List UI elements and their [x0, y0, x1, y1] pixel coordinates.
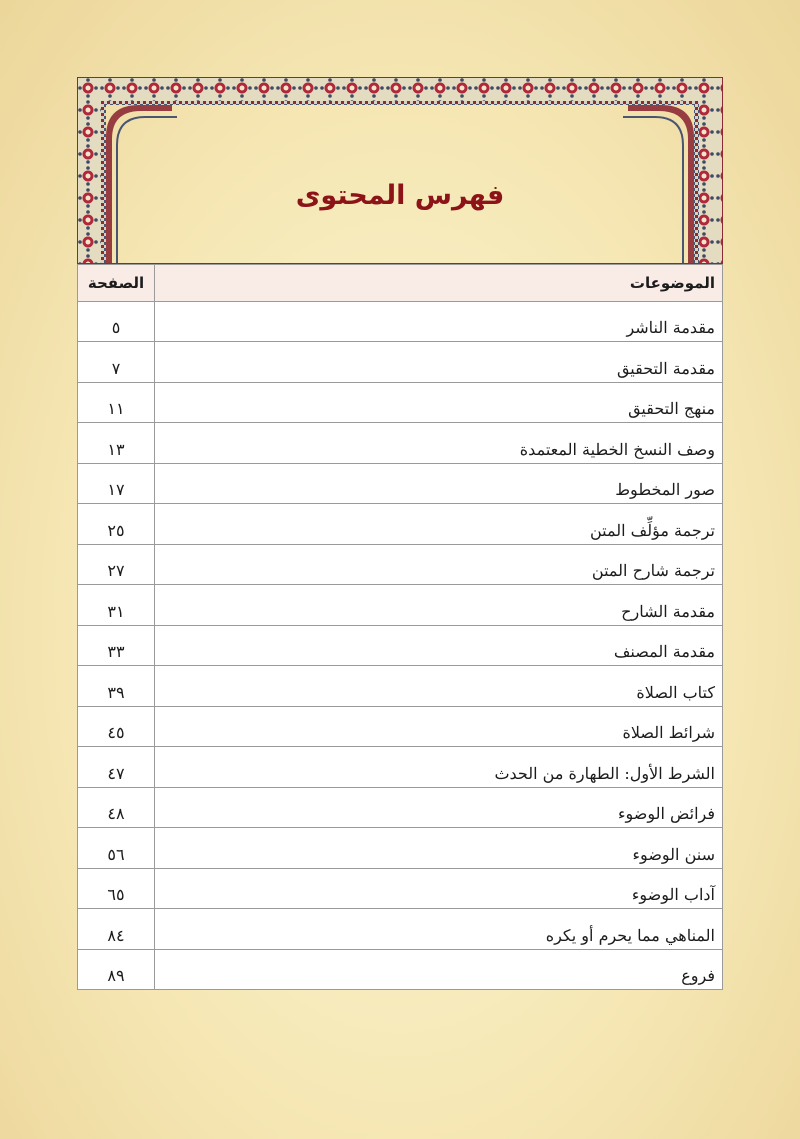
- toc-body: [78, 301, 723, 990]
- table-row: [78, 463, 723, 504]
- table-row: [78, 301, 723, 342]
- table-row: [78, 706, 723, 747]
- toc-entry-topic: الشرط الأول: الطهارة من الحدث: [155, 747, 723, 788]
- page-title: فهرس المحتوى: [295, 180, 505, 211]
- toc-entry-topic: مقدمة التحقيق: [155, 342, 723, 383]
- toc-entry-topic: فرائض الوضوء: [155, 787, 723, 828]
- table-row: [78, 949, 723, 990]
- toc-entry-page: ١٧: [78, 463, 155, 504]
- table-row: [78, 666, 723, 707]
- table-row: [78, 828, 723, 869]
- toc-entry-topic: ترجمة شارح المتن: [155, 544, 723, 585]
- toc-entry-topic: شرائط الصلاة: [155, 706, 723, 747]
- toc-entry-page: ٦٥: [78, 868, 155, 909]
- toc-entry-page: ٤٥: [78, 706, 155, 747]
- toc-entry-page: ٥٦: [78, 828, 155, 869]
- toc-entry-topic: وصف النسخ الخطية المعتمدة: [155, 423, 723, 464]
- table-row: [78, 868, 723, 909]
- toc-entry-topic: مقدمة الناشر: [155, 301, 723, 342]
- toc-entry-page: ١١: [78, 382, 155, 423]
- table-row: [78, 625, 723, 666]
- ornamental-frame: [77, 77, 723, 264]
- toc-entry-page: ٨٤: [78, 909, 155, 950]
- column-header-page: الصفحة: [78, 265, 155, 302]
- toc-entry-topic: ترجمة مؤلِّف المتن: [155, 504, 723, 545]
- table-row: [78, 787, 723, 828]
- table-header-row: [78, 265, 723, 302]
- toc-entry-page: ٤٧: [78, 747, 155, 788]
- toc-entry-page: ٢٥: [78, 504, 155, 545]
- table-row: [78, 504, 723, 545]
- table-row: [78, 544, 723, 585]
- toc-entry-page: ١٣: [78, 423, 155, 464]
- table-row: [78, 747, 723, 788]
- toc-entry-topic: مقدمة المصنف: [155, 625, 723, 666]
- toc-entry-page: ٤٨: [78, 787, 155, 828]
- toc-entry-page: ٣٣: [78, 625, 155, 666]
- toc-entry-page: ٥: [78, 301, 155, 342]
- toc-entry-topic: صور المخطوط: [155, 463, 723, 504]
- toc-entry-page: ٢٧: [78, 544, 155, 585]
- toc-entry-topic: المناهي مما يحرم أو يكره: [155, 909, 723, 950]
- toc-entry-page: ٧: [78, 342, 155, 383]
- toc-entry-topic: مقدمة الشارح: [155, 585, 723, 626]
- toc-entry-page: ٨٩: [78, 949, 155, 990]
- toc-table: [77, 264, 723, 990]
- toc-entry-topic: منهج التحقيق: [155, 382, 723, 423]
- toc-entry-topic: آداب الوضوء: [155, 868, 723, 909]
- toc-entry-page: ٣١: [78, 585, 155, 626]
- toc-entry-page: ٣٩: [78, 666, 155, 707]
- toc-entry-topic: كتاب الصلاة: [155, 666, 723, 707]
- toc-entry-topic: سنن الوضوء: [155, 828, 723, 869]
- table-row: [78, 909, 723, 950]
- toc-entry-topic: فروع: [155, 949, 723, 990]
- table-row: [78, 423, 723, 464]
- table-row: [78, 382, 723, 423]
- table-row: [78, 585, 723, 626]
- column-header-topic: الموضوعات: [155, 265, 723, 302]
- table-row: [78, 342, 723, 383]
